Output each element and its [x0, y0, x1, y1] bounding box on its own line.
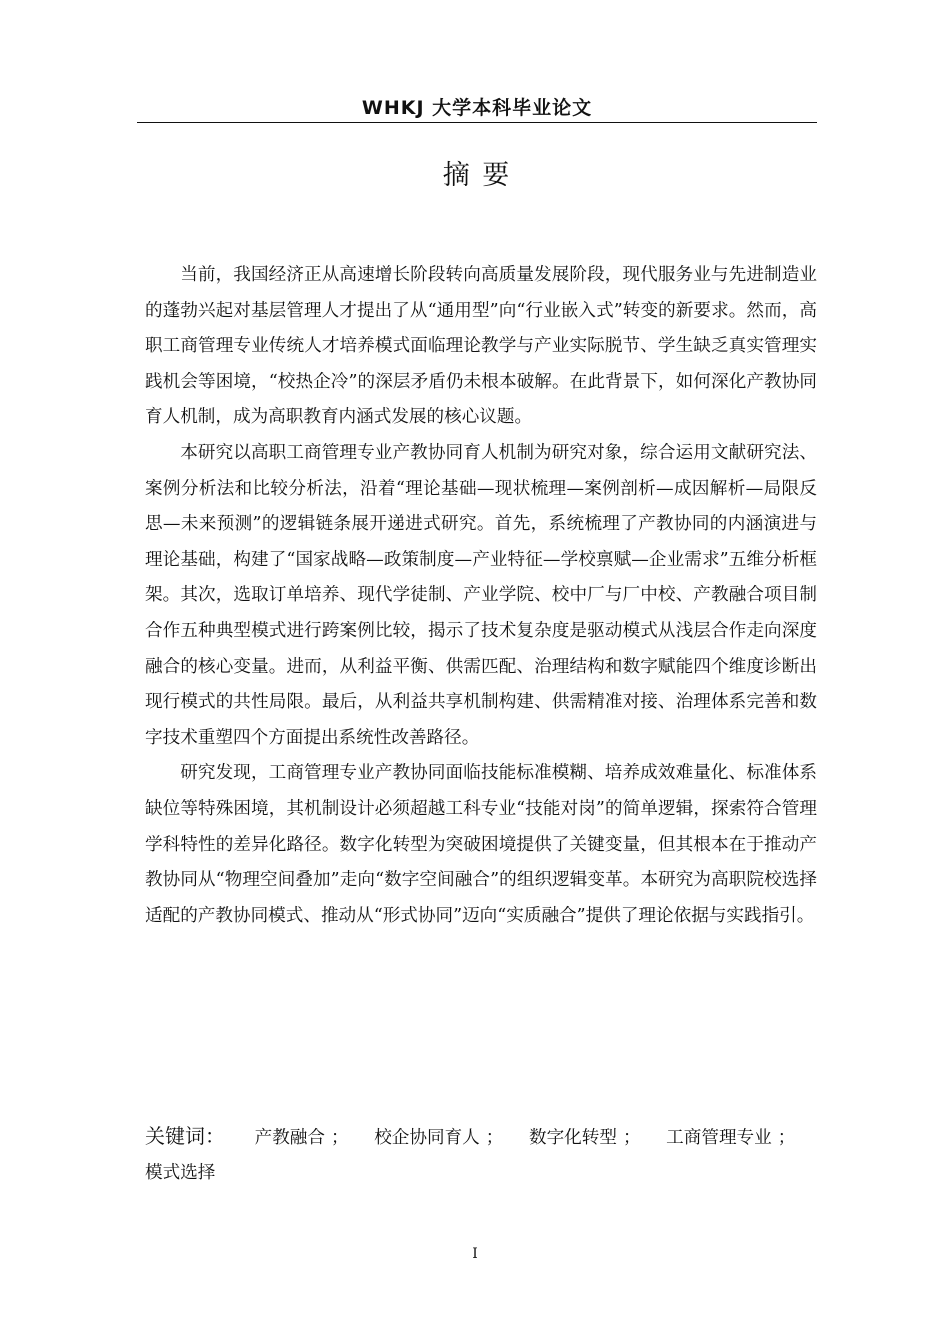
keyword-separator: ；: [330, 1128, 349, 1148]
abstract-paragraph: 本研究以高职工商管理专业产教协同育人机制为研究对象，综合运用文献研究法、案例分析法和比较分析法，沿着“理论基础—现状梳理—案例剖析—成因解析—局限反思—未来预测”的逻辑链条展开递进式研究。首先，系统梳理了产教协同的内涵演进与理论基础，构建了“国家战略—政策制度—产业特征—学校禀赋—企业需求”五维分析框架。其次，选取订单培养、现代学徒制、产业学院、校中厂与厂中校、产教融合项目制合作五种典型模式进行跨案例比较，揭示了技术复杂度是驱动模式从浅层合作走向深度融合的核心变量。进而，从利益平衡、供需匹配、治理结构和数字赋能四个维度诊断出现行模式的共性局限。最后，从利益共享机制构建、供需精准对接、治理体系完善和数字技术重塑四个方面提出系统性改善路径。: [145, 442, 817, 748]
keyword: 工商管理专业: [666, 1128, 772, 1148]
keyword: 产教融合: [254, 1128, 325, 1148]
abstract-paragraph: 研究发现，工商管理专业产教协同面临技能标准模糊、培养成效难量化、标准体系缺位等特殊困境，其机制设计必须超越工科专业“技能对岗”的简单逻辑，探索符合管理学科特性的差异化路径。数字化转型为突破困境提供了关键变量，但其根本在于推动产教协同从“物理空间叠加”走向“数字空间融合”的组织逻辑变革。本研究为高职院校选择适配的产教协同模式、推动从“形式协同”迈向“实质融合”提供了理论依据与实践指引。: [145, 763, 817, 926]
running-header: WHKJ 大学本科毕业论文: [361, 97, 593, 119]
keyword-separator: ；: [485, 1128, 504, 1148]
keyword-separator: ；: [622, 1128, 641, 1148]
keyword-separator: ；: [777, 1128, 796, 1148]
keyword: 数字化转型: [528, 1128, 617, 1148]
abstract-paragraph: 当前，我国经济正从高速增长阶段转向高质量发展阶段，现代服务业与先进制造业的蓬勃兴起对基层管理人才提出了从“通用型”向“行业嵌入式”转变的新要求。然而，高职工商管理专业传统人才培养模式面临理论教学与产业实际脱节、学生缺乏真实管理实践机会等困境，“校热企冷”的深层矛盾仍未根本破解。在此背景下，如何深化产教协同育人机制，成为高职教育内涵式发展的核心议题。: [145, 265, 817, 428]
abstract-body: [145, 258, 817, 934]
keywords-section: [145, 1119, 817, 1191]
keywords-label: 关键词：: [145, 1124, 225, 1148]
page-number: I: [472, 1246, 478, 1262]
abstract-title: 摘 要: [442, 160, 512, 191]
keyword: 模式选择: [145, 1163, 216, 1183]
keyword: 校企协同育人: [374, 1128, 480, 1148]
header-divider: [137, 122, 817, 123]
